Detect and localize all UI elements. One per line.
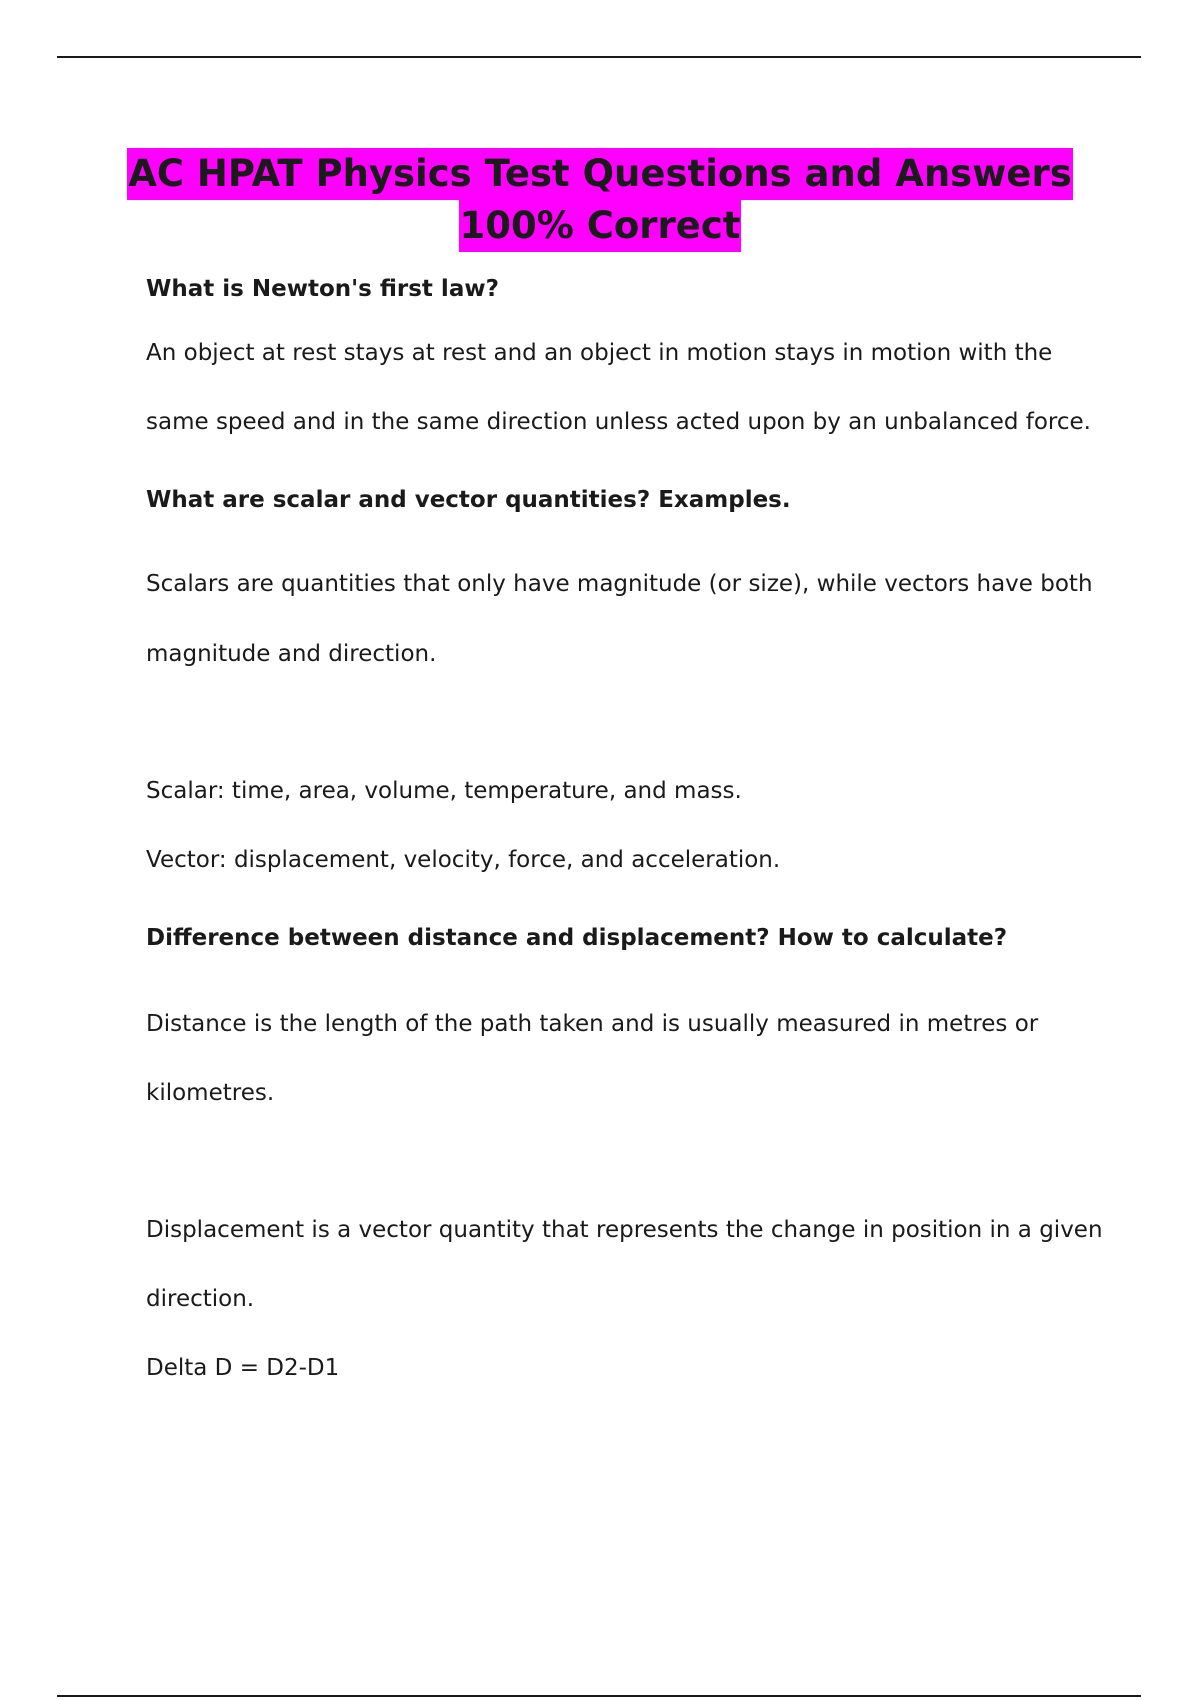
answer-line: magnitude and direction.	[146, 641, 437, 667]
example-scalar: Scalar: time, area, volume, temperature, and mass.	[146, 778, 742, 804]
answer-line: Displacement is a vector quantity that represents the change in position in a given	[146, 1217, 1103, 1243]
answer-displacement	[146, 1211, 1106, 1318]
document-title	[0, 148, 1200, 252]
answer-line: same speed and in the same direction unless acted upon by an unbalanced force.	[146, 409, 1091, 435]
answer-line: kilometres.	[146, 1080, 275, 1106]
answer-distance	[146, 1005, 1106, 1112]
answer-scalar-vector	[146, 565, 1106, 673]
title-line-1: AC HPAT Physics Test Questions and Answers	[127, 148, 1073, 200]
answer-newton-first-law	[146, 334, 1106, 441]
question-scalar-vector: What are scalar and vector quantities? Examples.	[146, 487, 791, 513]
title-line-2: 100% Correct	[459, 200, 742, 252]
displacement-formula: Delta D = D2-D1	[146, 1355, 340, 1381]
answer-line: Scalars are quantities that only have magnitude (or size), while vectors have both	[146, 571, 1093, 597]
answer-line: An object at rest stays at rest and an object in motion stays in motion with the	[146, 340, 1053, 366]
answer-line: direction.	[146, 1286, 255, 1312]
document-body	[146, 270, 1106, 1387]
bottom-divider	[57, 1695, 1141, 1697]
example-vector: Vector: displacement, velocity, force, and acceleration.	[146, 847, 781, 873]
question-newton-first-law: What is Newton's first law?	[146, 276, 499, 302]
answer-line: Distance is the length of the path taken and is usually measured in metres or	[146, 1011, 1039, 1037]
top-divider	[57, 56, 1141, 58]
examples-scalar-vector	[146, 772, 1106, 879]
question-distance-displacement: Difference between distance and displacement? How to calculate?	[146, 925, 1008, 951]
